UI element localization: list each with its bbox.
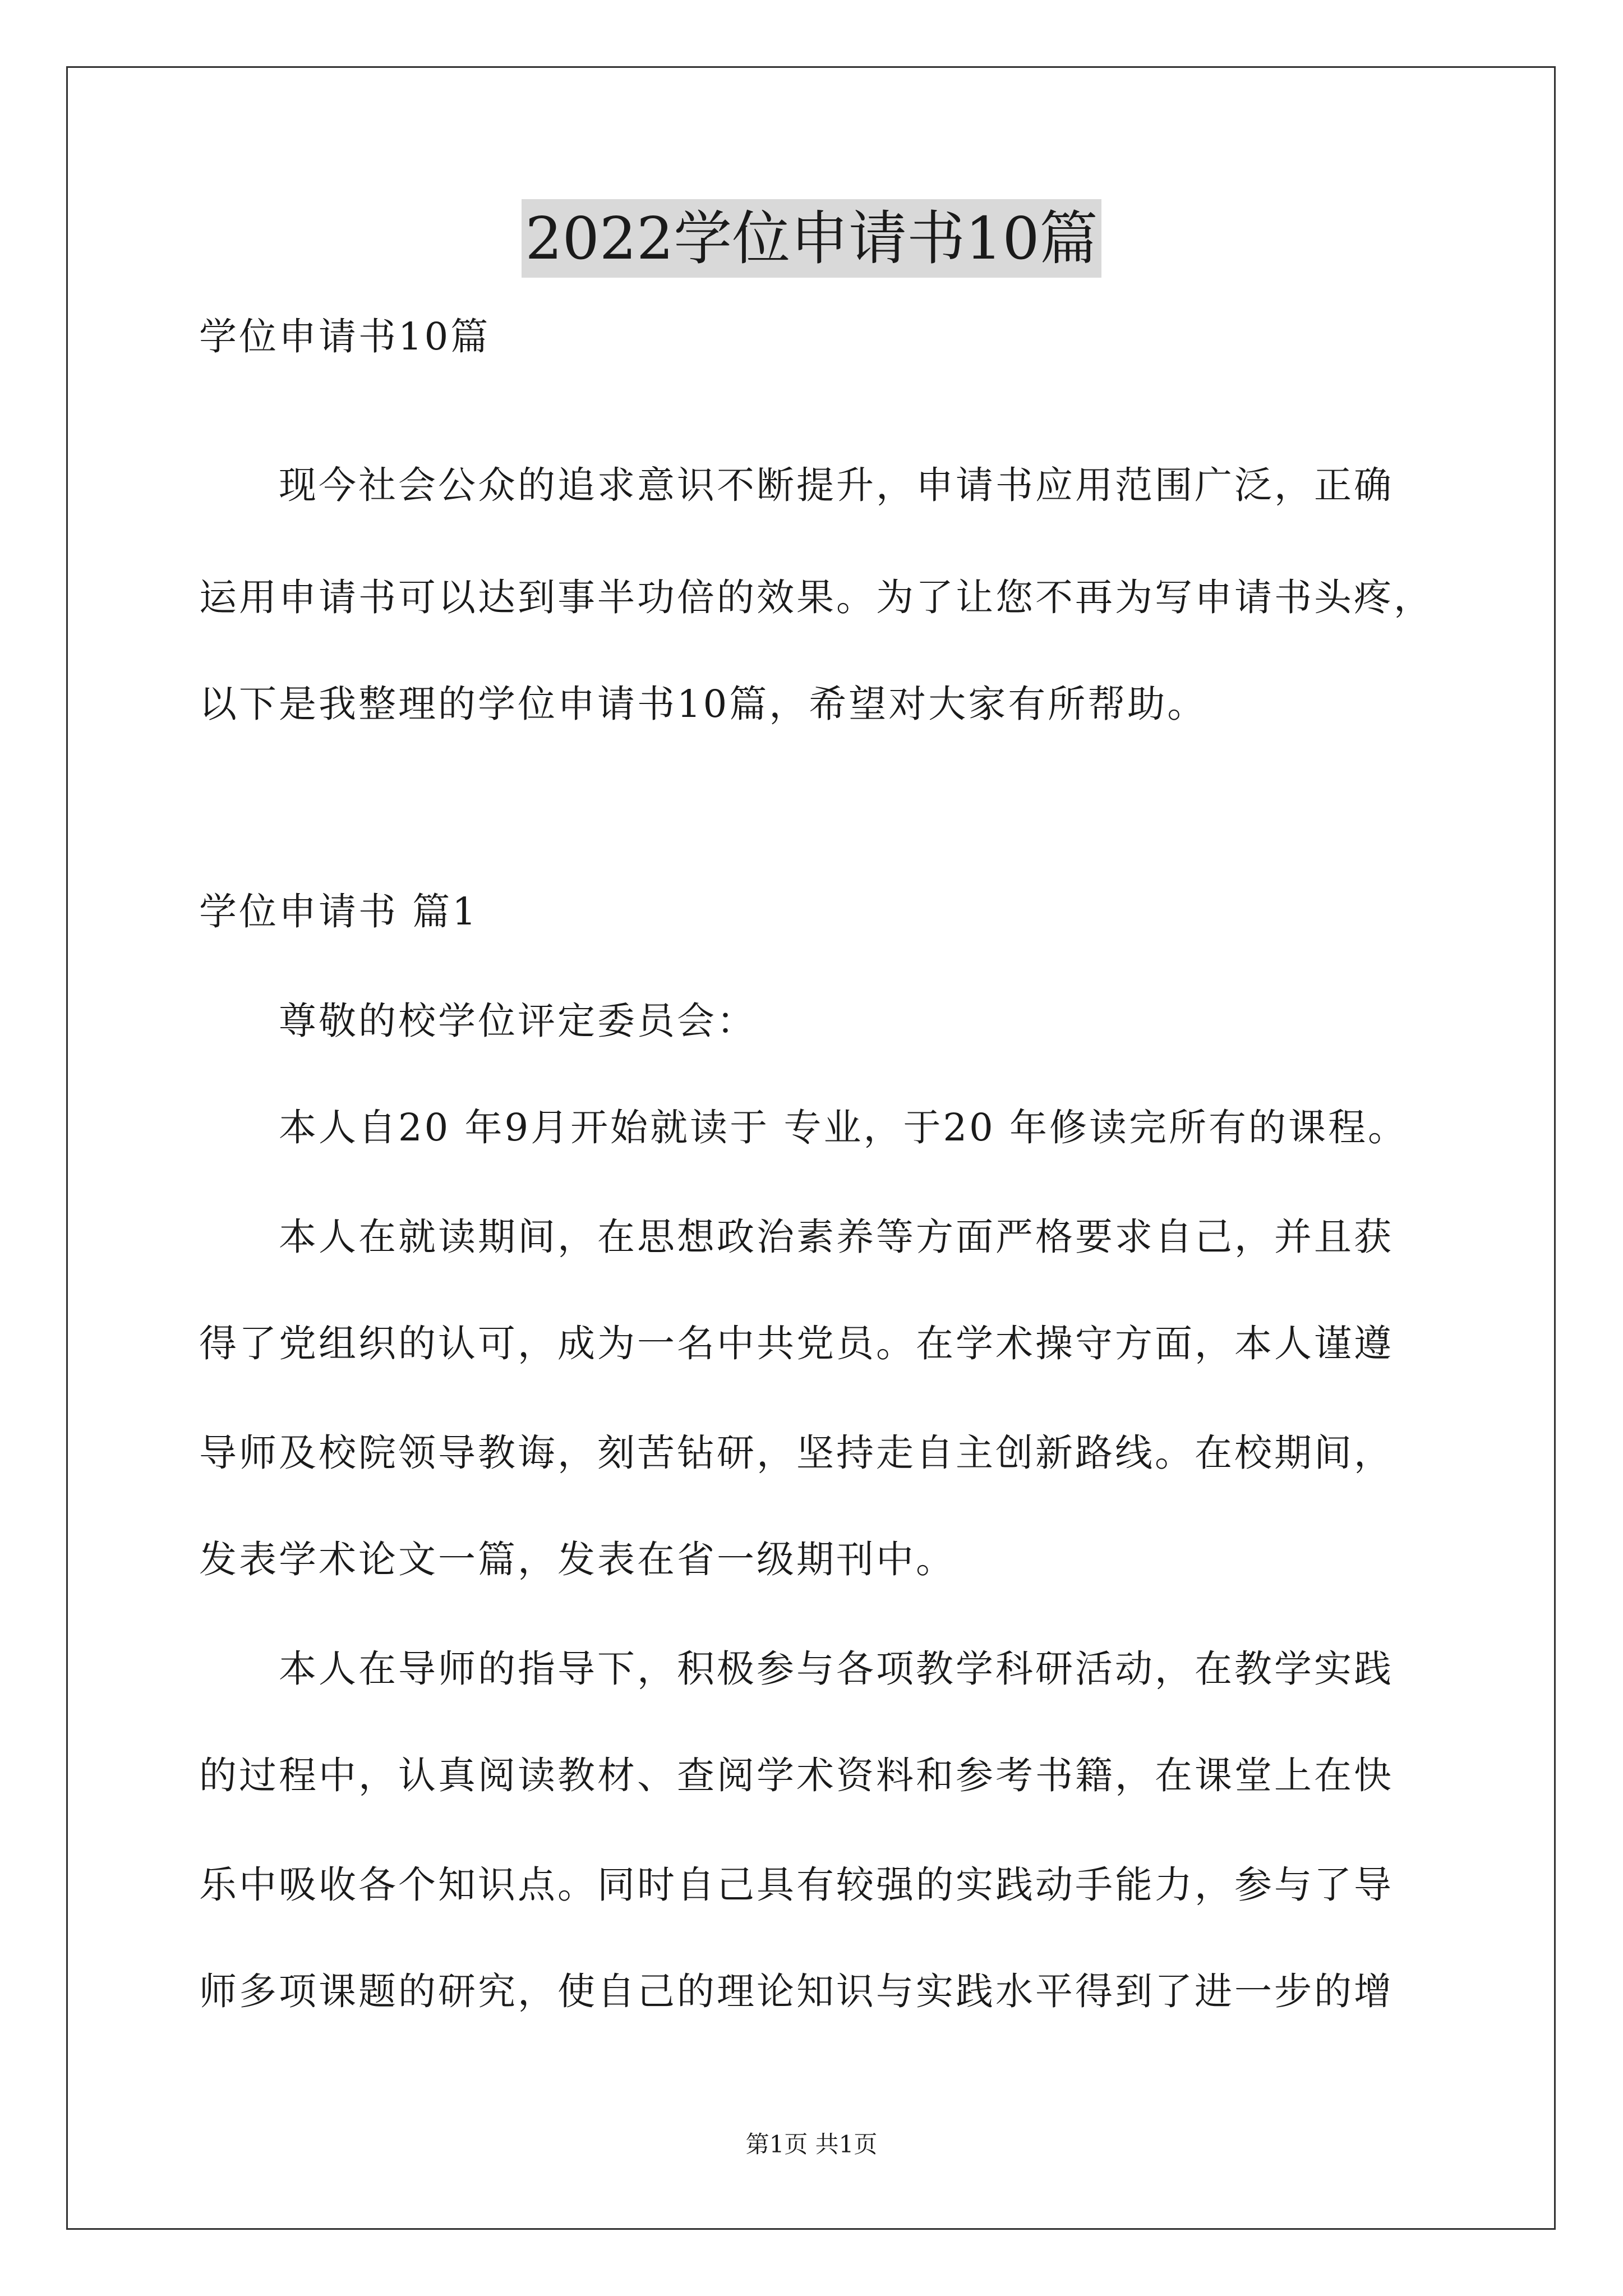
paragraph-line: 得了党组织的认可，成为一名中共党员。在学术操守方面，本人谨遵 — [199, 1322, 1394, 1365]
paragraph-line: 导师及校院领导教诲，刻苦钻研，坚持走自主创新路线。在校期间， — [199, 1431, 1394, 1475]
paragraph-line: 本人在就读期间，在思想政治素养等方面严格要求自己，并且获 — [199, 1215, 1394, 1259]
title-container — [0, 199, 1623, 278]
paragraph-line: 乐中吸收各个知识点。同时自己具有较强的实践动手能力，参与了导 — [199, 1863, 1394, 1907]
page-footer: 第1页 共1页 — [745, 2131, 878, 2158]
paragraph-line: 的过程中，认真阅读教材、查阅学术资料和参考书籍，在课堂上在快 — [199, 1754, 1394, 1797]
paragraph-line: 以下是我整理的学位申请书10篇，希望对大家有所帮助。 — [199, 682, 1207, 726]
document-title: 2022学位申请书10篇 — [522, 199, 1101, 278]
section-heading: 学位申请书 篇1 — [199, 890, 478, 933]
paragraph-line: 师多项课题的研究，使自己的理论知识与实践水平得到了进一步的增 — [199, 1970, 1394, 2013]
document-subtitle: 学位申请书10篇 — [199, 315, 491, 358]
paragraph-line: 现今社会公众的追求意识不断提升，申请书应用范围广泛，正确 — [199, 463, 1394, 507]
paragraph-line: 本人在导师的指导下，积极参与各项教学科研活动，在教学实践 — [199, 1647, 1394, 1691]
paragraph-line: 运用申请书可以达到事半功倍的效果。为了让您不再为写申请书头疼， — [199, 576, 1433, 619]
paragraph-line: 发表学术论文一篇，发表在省一级期刊中。 — [199, 1538, 956, 1581]
paragraph-line: 尊敬的校学位评定委员会： — [199, 999, 757, 1043]
paragraph-line: 本人自20 年9月开始就读于 专业，于20 年修读完所有的课程。 — [199, 1106, 1408, 1149]
